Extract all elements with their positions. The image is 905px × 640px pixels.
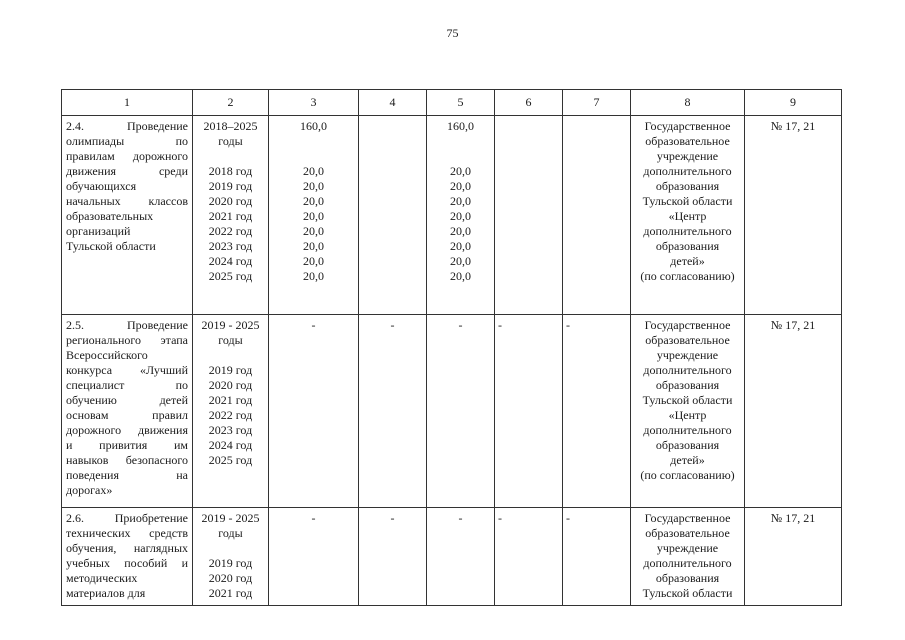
cell-line [427, 134, 494, 149]
cell-line: основам правил [66, 408, 188, 422]
cell-line: 2023 год [208, 239, 253, 253]
cell-line: 2024 год [208, 438, 253, 452]
cell-line: Государственное [644, 119, 731, 133]
cell-line: 20,0 [303, 194, 324, 208]
cell-line: образовательное [645, 333, 730, 347]
cell-line: 2019 - 2025 [201, 511, 260, 525]
cell-line: 2021 год [208, 393, 253, 407]
header-cell: 8 [631, 90, 745, 116]
cell-line: 20,0 [303, 179, 324, 193]
cell-line: 2022 год [208, 224, 253, 238]
cell-line: образования [655, 179, 720, 193]
cell-line: (по согласованию) [640, 269, 735, 283]
cell-line: 20,0 [450, 179, 471, 193]
col4-cell: - [359, 315, 427, 508]
cell-line: 2021 год [208, 209, 253, 223]
period-cell [193, 508, 269, 606]
cell-line: 2019 - 2025 [201, 318, 260, 332]
measures-table [61, 89, 842, 606]
col7-cell [563, 116, 631, 315]
cell-line: олимпиады по [66, 134, 188, 148]
cell-line: годы [218, 526, 243, 540]
header-cell: 5 [427, 90, 495, 116]
col7-cell: - [563, 315, 631, 508]
measure-name-cell [62, 315, 193, 508]
col6-cell: - [495, 508, 563, 606]
cell-line: дополнительного [643, 164, 732, 178]
cell-line: регионального этапа [66, 333, 188, 347]
cell-line: 2025 год [208, 453, 253, 467]
cell-line: «Центр [668, 209, 707, 223]
cell-line: 160,0 [447, 119, 474, 133]
cell-line: образования [655, 571, 720, 585]
cell-line: учебных пособий и [66, 556, 188, 570]
measure-name-cell [62, 508, 193, 606]
cell-line: дополнительного [643, 556, 732, 570]
cell-line: 2021 год [208, 586, 253, 600]
cell-line: специалист по [66, 378, 188, 392]
period-cell [193, 315, 269, 508]
cell-line: 20,0 [450, 224, 471, 238]
cell-line: 20,0 [303, 269, 324, 283]
cell-line: 20,0 [450, 194, 471, 208]
col6-cell [495, 116, 563, 315]
cell-line: 2.4. Проведение [66, 119, 188, 133]
table-row [62, 315, 842, 508]
cell-line: 20,0 [303, 209, 324, 223]
cell-line: Государственное [644, 318, 731, 332]
reference-cell: № 17, 21 [745, 508, 842, 606]
cell-line [193, 541, 268, 556]
cell-line: обучающихся [66, 179, 137, 193]
cell-line: образования [655, 239, 720, 253]
cell-line: дополнительного [643, 363, 732, 377]
col4-cell: - [359, 508, 427, 606]
cell-line: учреждение [656, 541, 719, 555]
cell-line: 2020 год [208, 571, 253, 585]
cell-line: 2024 год [208, 254, 253, 268]
cell-line: обучения, наглядных [66, 541, 188, 555]
cell-line: 2018–2025 [203, 119, 258, 133]
table-row [62, 508, 842, 606]
col4-cell [359, 116, 427, 315]
cell-line: организаций [66, 224, 131, 238]
cell-line: и привития им [66, 438, 188, 452]
col3-cell: - [269, 508, 359, 606]
cell-line: 20,0 [303, 239, 324, 253]
cell-line: 20,0 [303, 254, 324, 268]
cell-line: навыков безопасного [66, 453, 188, 467]
cell-line: 160,0 [300, 119, 327, 133]
header-cell: 1 [62, 90, 193, 116]
cell-line: Тульской области [66, 239, 156, 253]
period-cell [193, 116, 269, 315]
header-cell: 3 [269, 90, 359, 116]
col5-cell: - [427, 315, 495, 508]
executor-cell [631, 315, 745, 508]
cell-line: (по согласованию) [640, 468, 735, 482]
cell-line: годы [218, 134, 243, 148]
cell-line: дорогах» [66, 483, 113, 497]
cell-line: конкурса «Лучший [66, 363, 188, 377]
cell-line: годы [218, 333, 243, 347]
executor-cell [631, 116, 745, 315]
cell-line: 2.6. Приобретение [66, 511, 188, 525]
cell-line: 2022 год [208, 408, 253, 422]
cell-line: Тульской области [642, 194, 733, 208]
col5-cell: - [427, 508, 495, 606]
cell-line: учреждение [656, 348, 719, 362]
cell-line: технических средств [66, 526, 188, 540]
col3-cell: - [269, 315, 359, 508]
cell-line: Тульской области [642, 586, 733, 600]
cell-line: образования [655, 438, 720, 452]
reference-cell: № 17, 21 [745, 116, 842, 315]
cell-line: 2.5. Проведение [66, 318, 188, 332]
cell-line: 2019 год [208, 556, 253, 570]
cell-line: Государственное [644, 511, 731, 525]
cell-line: 20,0 [450, 209, 471, 223]
cell-line: методических [66, 571, 138, 585]
cell-line: правилам дорожного [66, 149, 188, 163]
cell-line: поведения на [66, 468, 188, 482]
header-cell: 7 [563, 90, 631, 116]
cell-line: дополнительного [643, 423, 732, 437]
header-cell: 2 [193, 90, 269, 116]
col3-cell [269, 116, 359, 315]
col6-cell: - [495, 315, 563, 508]
cell-line: учреждение [656, 149, 719, 163]
col5-cell [427, 116, 495, 315]
cell-line: образования [655, 378, 720, 392]
cell-line: материалов для [66, 586, 146, 600]
table-row [62, 116, 842, 315]
cell-line: детей» [670, 453, 705, 467]
cell-line: 20,0 [450, 164, 471, 178]
cell-line: 20,0 [303, 164, 324, 178]
cell-line: 20,0 [450, 254, 471, 268]
cell-line: Всероссийского [66, 348, 148, 362]
cell-line: «Центр [668, 408, 707, 422]
cell-line: образовательных [66, 209, 154, 223]
cell-line: 2019 год [208, 179, 253, 193]
reference-cell: № 17, 21 [745, 315, 842, 508]
page-number: 75 [446, 26, 459, 40]
cell-line: дополнительного [643, 224, 732, 238]
cell-line: дорожного движения [66, 423, 188, 437]
header-row [62, 90, 842, 116]
cell-line: 2023 год [208, 423, 253, 437]
measure-name-cell [62, 116, 193, 315]
cell-line: образовательное [645, 134, 730, 148]
executor-cell [631, 508, 745, 606]
cell-line: 20,0 [450, 269, 471, 283]
cell-line: 2018 год [208, 164, 253, 178]
cell-line: Тульской области [642, 393, 733, 407]
cell-line [269, 149, 358, 164]
col7-cell: - [563, 508, 631, 606]
cell-line: детей» [670, 254, 705, 268]
cell-line [269, 134, 358, 149]
header-cell: 4 [359, 90, 427, 116]
cell-line: 2025 год [208, 269, 253, 283]
cell-line [427, 149, 494, 164]
cell-line: 2020 год [208, 194, 253, 208]
cell-line: образовательное [645, 526, 730, 540]
header-cell: 9 [745, 90, 842, 116]
cell-line: движения среди [66, 164, 188, 178]
cell-line: 20,0 [450, 239, 471, 253]
cell-line: 2019 год [208, 363, 253, 377]
cell-line: начальных классов [66, 194, 188, 208]
cell-line: 2020 год [208, 378, 253, 392]
cell-line [193, 149, 268, 164]
cell-line [193, 348, 268, 363]
cell-line: 20,0 [303, 224, 324, 238]
cell-line: обучению детей [66, 393, 188, 407]
header-cell: 6 [495, 90, 563, 116]
